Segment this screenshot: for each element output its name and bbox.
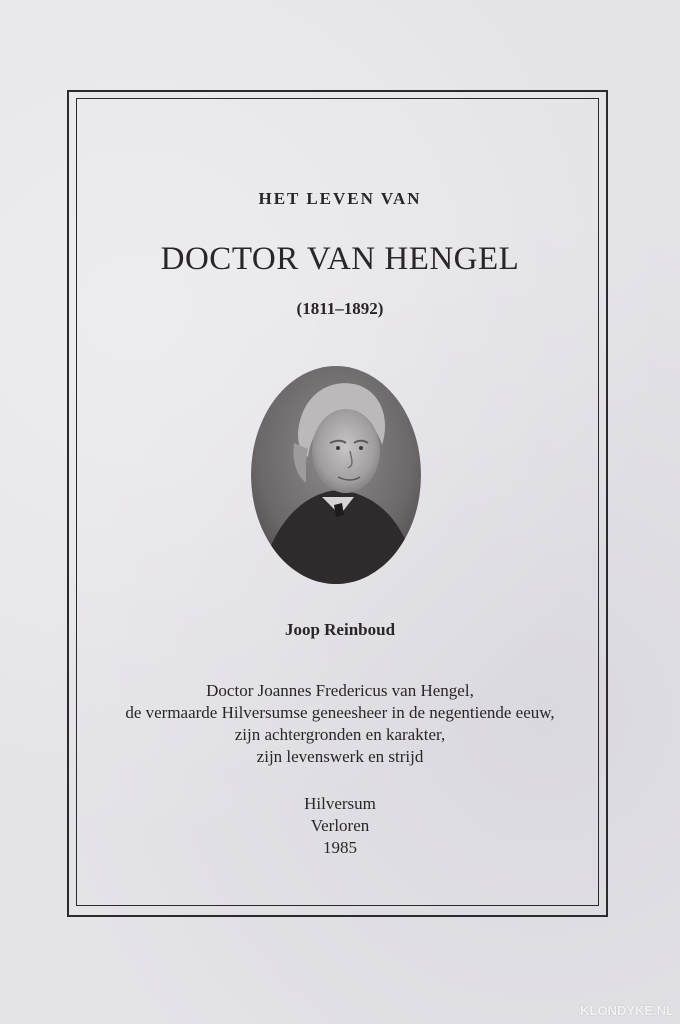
portrait-photo: [250, 365, 422, 585]
imprint: [0, 793, 680, 859]
description-line: zijn achtergronden en karakter,: [234, 725, 446, 744]
watermark: KLONDYKE.NL: [580, 1003, 674, 1018]
imprint-place: Hilversum: [304, 794, 376, 813]
oval-portrait-icon: [250, 365, 422, 585]
imprint-year: 1985: [323, 838, 357, 857]
description-line: zijn levenswerk en strijd: [256, 747, 424, 766]
description-line: Doctor Joannes Fredericus van Hengel,: [206, 681, 474, 700]
description-line: de vermaarde Hilversumse geneesheer in de negentiende eeuw,: [125, 703, 555, 722]
pre-title: HET LEVEN VAN: [258, 189, 422, 208]
subtitle-description: [0, 680, 680, 768]
author-name: Joop Reinboud: [284, 620, 396, 639]
book-title: DOCTOR VAN HENGEL: [160, 241, 520, 277]
imprint-publisher: Verloren: [310, 816, 370, 835]
life-dates: (1811–1892): [296, 299, 384, 318]
